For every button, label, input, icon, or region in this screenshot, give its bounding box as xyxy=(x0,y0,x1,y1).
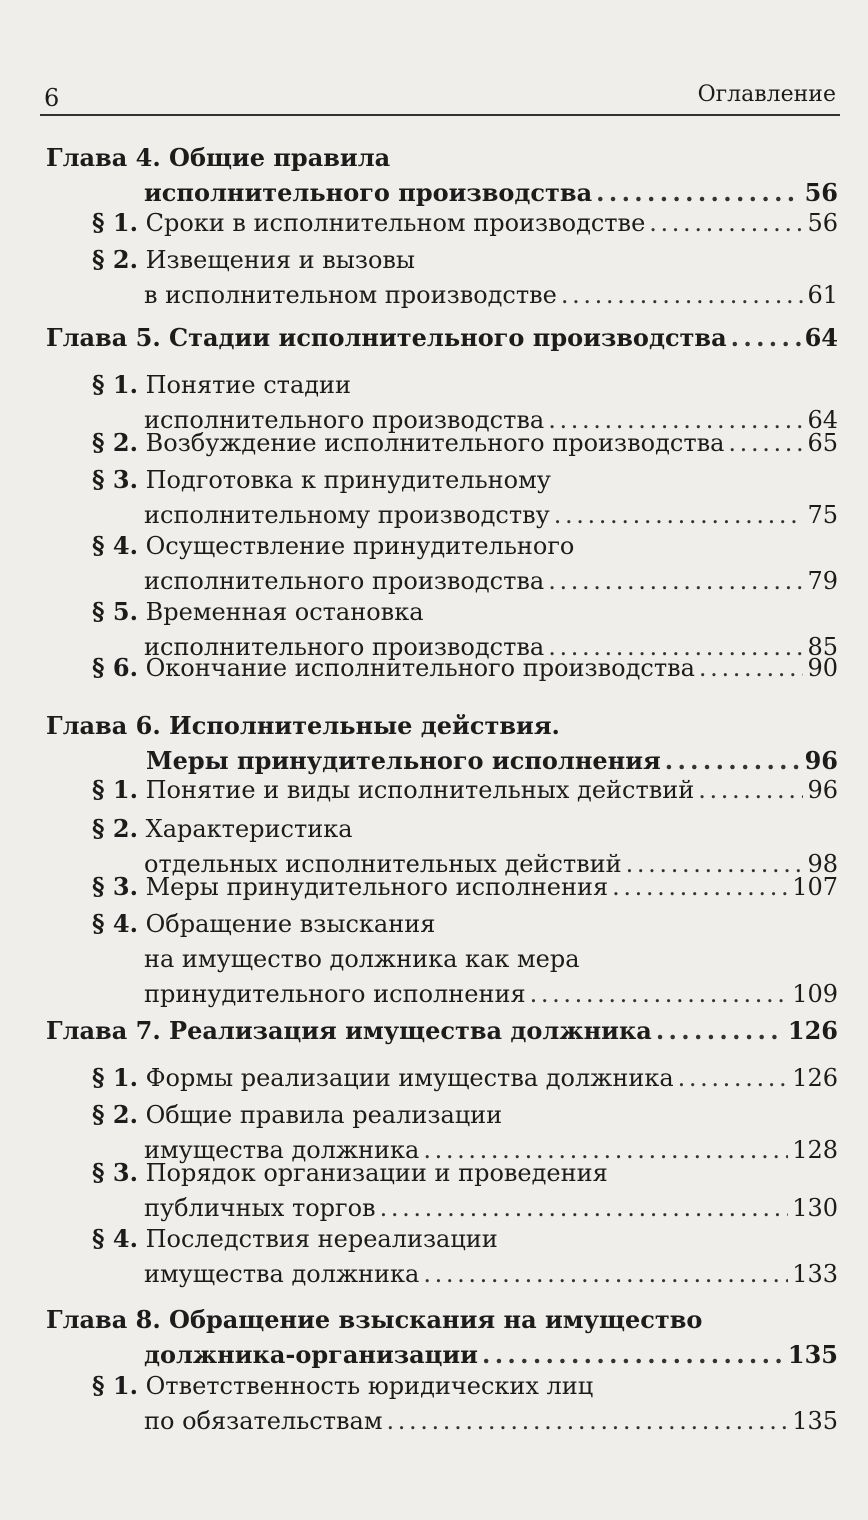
section-number: § 3. xyxy=(92,1158,138,1187)
dot-leader xyxy=(649,206,803,241)
section-number: § 1. xyxy=(92,775,138,804)
dot-leader xyxy=(728,426,803,461)
toc-entry-title: Ответственность юридических лиц xyxy=(145,1372,594,1400)
dot-leader xyxy=(656,1013,784,1048)
dot-leader xyxy=(387,1404,789,1439)
section-number: § 3. xyxy=(92,872,138,901)
section-number: § 4. xyxy=(92,909,138,938)
toc-section-entry xyxy=(92,205,838,241)
toc-entry-title: имущества должника xyxy=(144,1136,420,1164)
dot-leader xyxy=(530,977,789,1012)
toc-entry-title: Глава 6. Исполнительные действия. xyxy=(46,711,560,740)
section-number: § 4. xyxy=(92,1224,138,1253)
toc-page-number: 75 xyxy=(807,501,838,529)
toc-entry-title: Глава 7. Реализация имущества должника xyxy=(46,1016,652,1045)
toc-chapter-entry xyxy=(46,140,838,210)
toc-entry-title: исполнительного производства xyxy=(144,633,545,661)
toc-page-number: 56 xyxy=(807,209,838,237)
toc-page-number: 135 xyxy=(787,1340,838,1369)
toc-entry-title: исполнительного производства xyxy=(144,567,545,595)
toc-entry-title: принудительного исполнения xyxy=(144,980,526,1008)
toc-chapter-entry xyxy=(46,320,838,355)
toc-entry-title: Понятие стадии xyxy=(145,371,352,399)
toc-entry-title: исполнительного производства xyxy=(144,178,593,207)
toc-entry-title: Понятие и виды исполнительных действий xyxy=(145,776,695,804)
dot-leader xyxy=(731,320,801,355)
section-number: § 2. xyxy=(92,1100,138,1129)
running-header-title: Оглавление xyxy=(697,82,836,107)
dot-leader xyxy=(561,278,804,313)
toc-section-entry xyxy=(92,650,838,686)
section-number: § 6. xyxy=(92,653,138,682)
toc-section-entry xyxy=(92,462,838,533)
toc-entry-title: Окончание исполнительного производства xyxy=(145,654,695,682)
toc-page-number: 96 xyxy=(807,776,838,804)
dot-leader xyxy=(698,773,803,808)
toc-page-number: 109 xyxy=(792,980,838,1008)
section-number: § 5. xyxy=(92,597,138,626)
toc-section-entry xyxy=(92,528,838,599)
toc-page-number: 64 xyxy=(804,323,838,352)
toc-page-number: 61 xyxy=(807,281,838,309)
toc-page-number: 130 xyxy=(792,1194,838,1222)
toc-entry-title: Обращение взыскания xyxy=(145,910,436,938)
toc-page-number: 65 xyxy=(807,429,838,457)
toc-section-entry xyxy=(92,1155,838,1226)
toc-entry-title: исполнительному производству xyxy=(144,501,550,529)
toc-page-number: 85 xyxy=(807,633,838,661)
toc-page-number: 64 xyxy=(807,406,838,434)
toc-entry-title: Возбуждение исполнительного производства xyxy=(145,429,725,457)
section-number: § 1. xyxy=(92,1371,138,1400)
toc-entry-title: Глава 4. Общие правила xyxy=(46,143,391,172)
toc-page-number: 133 xyxy=(792,1260,838,1288)
toc-entry-title: в исполнительном производстве xyxy=(144,281,557,309)
toc-entry-title: Последствия нереализации xyxy=(145,1225,498,1253)
header-rule xyxy=(40,114,840,116)
section-number: § 2. xyxy=(92,245,138,274)
dot-leader xyxy=(482,1337,784,1372)
dot-leader xyxy=(678,1061,789,1096)
toc-section-entry xyxy=(92,906,838,1012)
toc-section-entry xyxy=(92,1368,838,1439)
page-number: 6 xyxy=(44,84,60,112)
toc-section-entry xyxy=(92,242,838,313)
toc-entry-title: по обязательствам xyxy=(144,1407,383,1435)
toc-entry-title: на имущество должника как мера xyxy=(144,945,580,973)
section-number: § 2. xyxy=(92,428,138,457)
toc-section-entry xyxy=(92,1221,838,1292)
toc-section-entry xyxy=(92,869,838,905)
toc-chapter-entry xyxy=(46,1013,838,1048)
toc-page-number: 56 xyxy=(804,178,838,207)
toc-entry-title: Сроки в исполнительном производстве xyxy=(145,209,646,237)
toc-page-number: 96 xyxy=(804,746,838,775)
toc-entry-title: Временная остановка xyxy=(145,598,424,626)
toc-section-entry xyxy=(92,425,838,461)
toc-page-number: 126 xyxy=(792,1064,838,1092)
dot-leader xyxy=(699,651,804,686)
toc-entry-title: исполнительного производства xyxy=(144,406,545,434)
toc-page-number: 128 xyxy=(792,1136,838,1164)
toc-entry-title: Осуществление принудительного xyxy=(145,532,575,560)
dot-leader xyxy=(612,870,788,905)
toc-chapter-entry xyxy=(46,708,838,778)
toc-entry-title: Порядок организации и проведения xyxy=(145,1159,608,1187)
toc-entry-title: Извещения и вызовы xyxy=(145,246,416,274)
toc-entry-title: Глава 8. Обращение взыскания на имущество xyxy=(46,1305,703,1334)
toc-chapter-entry xyxy=(46,1302,838,1372)
toc-entry-title: имущества должника xyxy=(144,1260,420,1288)
toc-entry-title: отдельных исполнительных действий xyxy=(144,850,622,878)
toc-entry-title: Общие правила реализации xyxy=(145,1101,503,1129)
toc-section-entry xyxy=(92,1060,838,1096)
toc-entry-title: Меры принудительного исполнения xyxy=(145,873,609,901)
toc-page-number: 126 xyxy=(787,1016,838,1045)
toc-entry-title: публичных торгов xyxy=(144,1194,376,1222)
toc-entry-title: Характеристика xyxy=(145,815,353,843)
section-number: § 1. xyxy=(92,370,138,399)
toc-page-number: 107 xyxy=(792,873,838,901)
section-number: § 2. xyxy=(92,814,138,843)
section-number: § 4. xyxy=(92,531,138,560)
toc-page-number: 98 xyxy=(807,850,838,878)
toc-entry-title: Формы реализации имущества должника xyxy=(145,1064,674,1092)
toc-entry-title: Подготовка к принудительному xyxy=(145,466,551,494)
toc-page-number: 90 xyxy=(807,654,838,682)
section-number: § 3. xyxy=(92,465,138,494)
toc-page-number: 79 xyxy=(807,567,838,595)
toc-entry-title: Глава 5. Стадии исполнительного производства xyxy=(46,323,727,352)
section-number: § 1. xyxy=(92,1063,138,1092)
dot-leader xyxy=(423,1257,788,1292)
toc-section-entry xyxy=(92,772,838,808)
toc-page-number: 135 xyxy=(792,1407,838,1435)
section-number: § 1. xyxy=(92,208,138,237)
toc-entry-title: должника-организации xyxy=(144,1340,478,1369)
toc-entry-title: Меры принудительного исполнения xyxy=(146,746,661,775)
